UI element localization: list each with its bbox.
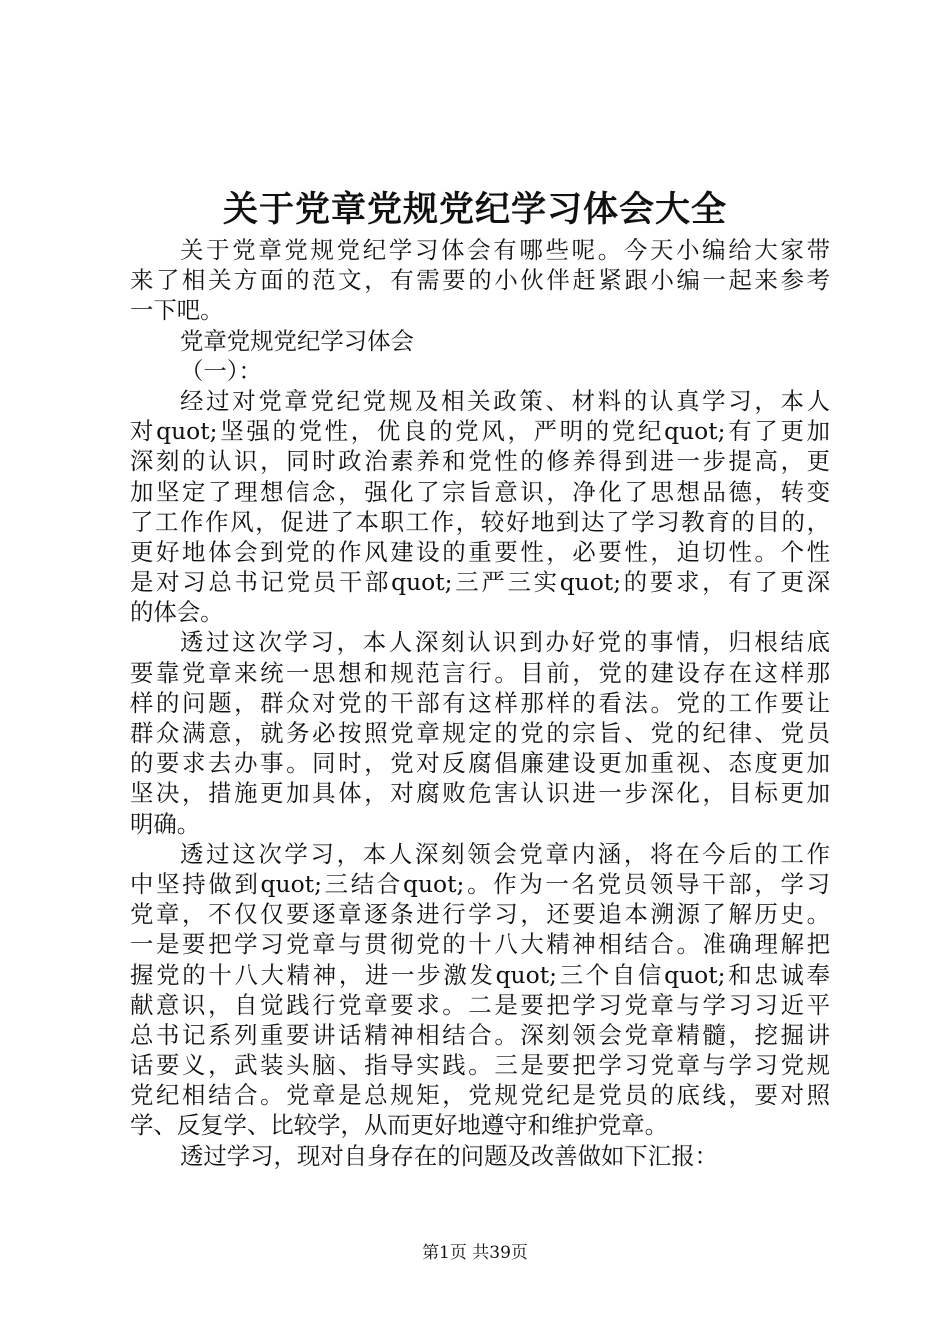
text-line: 更好地体会到党的作风建设的重要性，必要性，迫切性。个性 [130,537,830,566]
text-line: 透过学习，现对自身存在的问题及改善做如下汇报： [180,1141,718,1170]
text-line: 来了相关方面的范文，有需要的小伙伴赶紧跟小编一起来参考 [130,266,830,295]
text-line: 深刻的认识，同时政治素养和党性的修养得到进一步提高，更 [130,447,830,476]
text-line: 总书记系列重要讲话精神相结合。深刻领会党章精髓，挖掘讲 [130,1020,830,1049]
text-line: 学、反复学、比较学，从而更好地遵守和维护党章。 [130,1111,668,1140]
text-line: 的要求去办事。同时，党对反腐倡廉建设更加重视、态度更加 [130,749,830,778]
document-body [130,235,830,1171]
text-line: 中坚持做到quot;三结合quot;。作为一名党员领导干部，学习 [130,869,830,898]
text-line: 加坚定了理想信念，强化了宗旨意识，净化了思想品德，转变 [130,477,830,506]
text-line: 握党的十八大精神，进一步激发quot;三个自信quot;和忠诚奉 [130,960,830,989]
text-line: 群众满意，就务必按照党章规定的党的宗旨、党的纪律、党员 [130,719,830,747]
text-line: 一下吧。 [130,296,224,325]
text-line: 经过对党章党纪党规及相关政策、材料的认真学习，本人 [180,386,830,415]
text-line: 样的问题，群众对党的干部有这样那样的看法。党的工作要让 [130,688,830,717]
page-footer: 第1页 共39页 [422,1243,528,1263]
text-line: 透过这次学习，本人深刻认识到办好党的事情，归根结底 [180,628,830,657]
text-line: 党章，不仅仅要逐章逐条进行学习，还要追本溯源了解历史。 [130,900,830,929]
text-line: 党纪相结合。党章是总规矩，党规党纪是党员的底线，要对照 [130,1081,830,1110]
text-line: 献意识，自觉践行党章要求。二是要把学习党章与学习习近平 [130,990,830,1019]
section-heading: 党章党规党纪学习体会 [180,326,414,355]
text-line: 的体会。 [130,598,224,627]
text-line: 透过这次学习，本人深刻领会党章内涵，将在今后的工作 [180,839,830,868]
text-line: 了工作作风，促进了本职工作，较好地到达了学习教育的目的， [130,507,830,536]
text-line: 是对习总书记党员干部quot;三严三实quot;的要求，有了更深 [130,568,830,597]
text-line: 一是要把学习党章与贯彻党的十八大精神相结合。准确理解把 [130,930,830,959]
text-line: 关于党章党规党纪学习体会有哪些呢。今天小编给大家带 [180,236,830,264]
section-number: （一）： [180,356,262,385]
text-line: 话要义，武装头脑、指导实践。三是要把学习党章与学习党规 [130,1051,830,1080]
text-line: 要靠党章来统一思想和规范言行。目前，党的建设存在这样那 [130,658,830,687]
text-line: 明确。 [130,809,201,838]
text-line: 坚决，措施更加具体，对腐败危害认识进一步深化，目标更加 [130,779,830,808]
document-title: 关于党章党规党纪学习体会大全 [222,189,727,230]
text-line: 对quot;坚强的党性，优良的党风，严明的党纪quot;有了更加 [130,417,830,446]
